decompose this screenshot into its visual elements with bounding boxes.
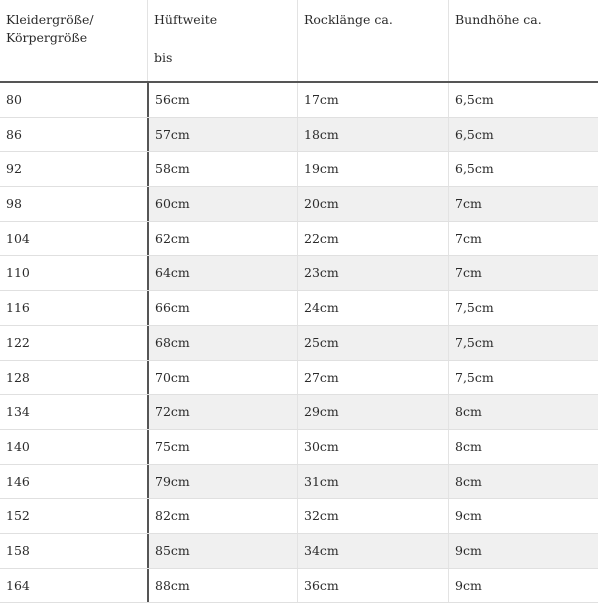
cell-hip: 79cm xyxy=(147,465,297,499)
cell-size: 134 xyxy=(6,404,30,420)
table-row xyxy=(0,152,598,187)
cell-hip: 58cm xyxy=(147,152,297,186)
table-row xyxy=(0,222,598,257)
cell-size: 116 xyxy=(6,300,30,316)
cell-skirt: 22cm xyxy=(297,222,448,256)
cell-hip: 75cm xyxy=(147,430,297,464)
header-waistband-label: Bundhöhe ca. xyxy=(455,12,542,27)
cell-waistband: 7cm xyxy=(448,256,598,290)
cell-size: 104 xyxy=(6,230,30,246)
cell-hip: 64cm xyxy=(147,256,297,290)
cell-size: 128 xyxy=(6,369,30,385)
header-size-label: Kleidergröße/ xyxy=(6,12,94,27)
cell-skirt: 24cm xyxy=(297,291,448,325)
cell-hip: 70cm xyxy=(147,361,297,395)
cell-hip: 62cm xyxy=(147,222,297,256)
header-hip-label: Hüftweite xyxy=(154,12,218,27)
cell-hip: 85cm xyxy=(147,534,297,568)
cell-size: 140 xyxy=(6,438,30,454)
cell-waistband: 8cm xyxy=(448,465,598,499)
cell-size: 152 xyxy=(6,508,30,524)
table-row xyxy=(0,395,598,430)
cell-skirt: 19cm xyxy=(297,152,448,186)
cell-skirt: 23cm xyxy=(297,256,448,290)
cell-size: 122 xyxy=(6,334,30,350)
cell-hip: 60cm xyxy=(147,187,297,221)
cell-waistband: 7,5cm xyxy=(448,326,598,360)
cell-skirt: 27cm xyxy=(297,361,448,395)
cell-skirt: 34cm xyxy=(297,534,448,568)
header-skirt-label: Rocklänge ca. xyxy=(304,12,393,27)
cell-hip: 88cm xyxy=(147,569,297,603)
header-skirt-length xyxy=(297,0,448,81)
cell-hip: 68cm xyxy=(147,326,297,360)
cell-skirt: 20cm xyxy=(297,187,448,221)
cell-waistband: 9cm xyxy=(448,534,598,568)
header-size-height xyxy=(0,0,147,81)
table-row xyxy=(0,83,598,118)
cell-waistband: 8cm xyxy=(448,395,598,429)
cell-waistband: 9cm xyxy=(448,569,598,603)
table-row xyxy=(0,499,598,534)
cell-size: 98 xyxy=(6,196,22,212)
cell-hip: 66cm xyxy=(147,291,297,325)
cell-waistband: 7cm xyxy=(448,222,598,256)
table-row xyxy=(0,326,598,361)
cell-size: 92 xyxy=(6,161,22,177)
cell-size: 80 xyxy=(6,92,22,107)
cell-hip: 72cm xyxy=(147,395,297,429)
cell-waistband: 7cm xyxy=(448,187,598,221)
cell-size: 146 xyxy=(6,473,30,489)
cell-hip: 56cm xyxy=(147,83,297,117)
cell-waistband: 6,5cm xyxy=(448,83,598,117)
cell-hip: 82cm xyxy=(147,499,297,533)
table-body xyxy=(0,83,598,603)
cell-skirt: 18cm xyxy=(297,118,448,152)
table-row xyxy=(0,534,598,569)
header-hip-width xyxy=(147,0,297,81)
cell-skirt: 29cm xyxy=(297,395,448,429)
cell-size: 86 xyxy=(6,126,22,142)
cell-waistband: 9cm xyxy=(448,499,598,533)
table-row xyxy=(0,187,598,222)
cell-skirt: 17cm xyxy=(297,83,448,117)
table-row xyxy=(0,430,598,465)
cell-waistband: 6,5cm xyxy=(448,152,598,186)
cell-skirt: 31cm xyxy=(297,465,448,499)
cell-size: 158 xyxy=(6,542,30,558)
cell-hip: 57cm xyxy=(147,118,297,152)
table-header-row xyxy=(0,0,598,83)
table-row xyxy=(0,361,598,396)
cell-waistband: 8cm xyxy=(448,430,598,464)
cell-size: 110 xyxy=(6,265,30,281)
cell-skirt: 25cm xyxy=(297,326,448,360)
table-row xyxy=(0,569,598,603)
header-hip-sublabel: bis xyxy=(154,50,173,65)
table-row xyxy=(0,118,598,153)
table-row xyxy=(0,291,598,326)
table-row xyxy=(0,465,598,500)
cell-skirt: 32cm xyxy=(297,499,448,533)
cell-skirt: 36cm xyxy=(297,569,448,603)
cell-waistband: 6,5cm xyxy=(448,118,598,152)
cell-waistband: 7,5cm xyxy=(448,361,598,395)
cell-waistband: 7,5cm xyxy=(448,291,598,325)
header-height-label: Körpergröße xyxy=(6,30,88,45)
cell-skirt: 30cm xyxy=(297,430,448,464)
cell-size: 164 xyxy=(6,577,30,593)
header-waistband-height xyxy=(448,0,598,81)
table-row xyxy=(0,256,598,291)
